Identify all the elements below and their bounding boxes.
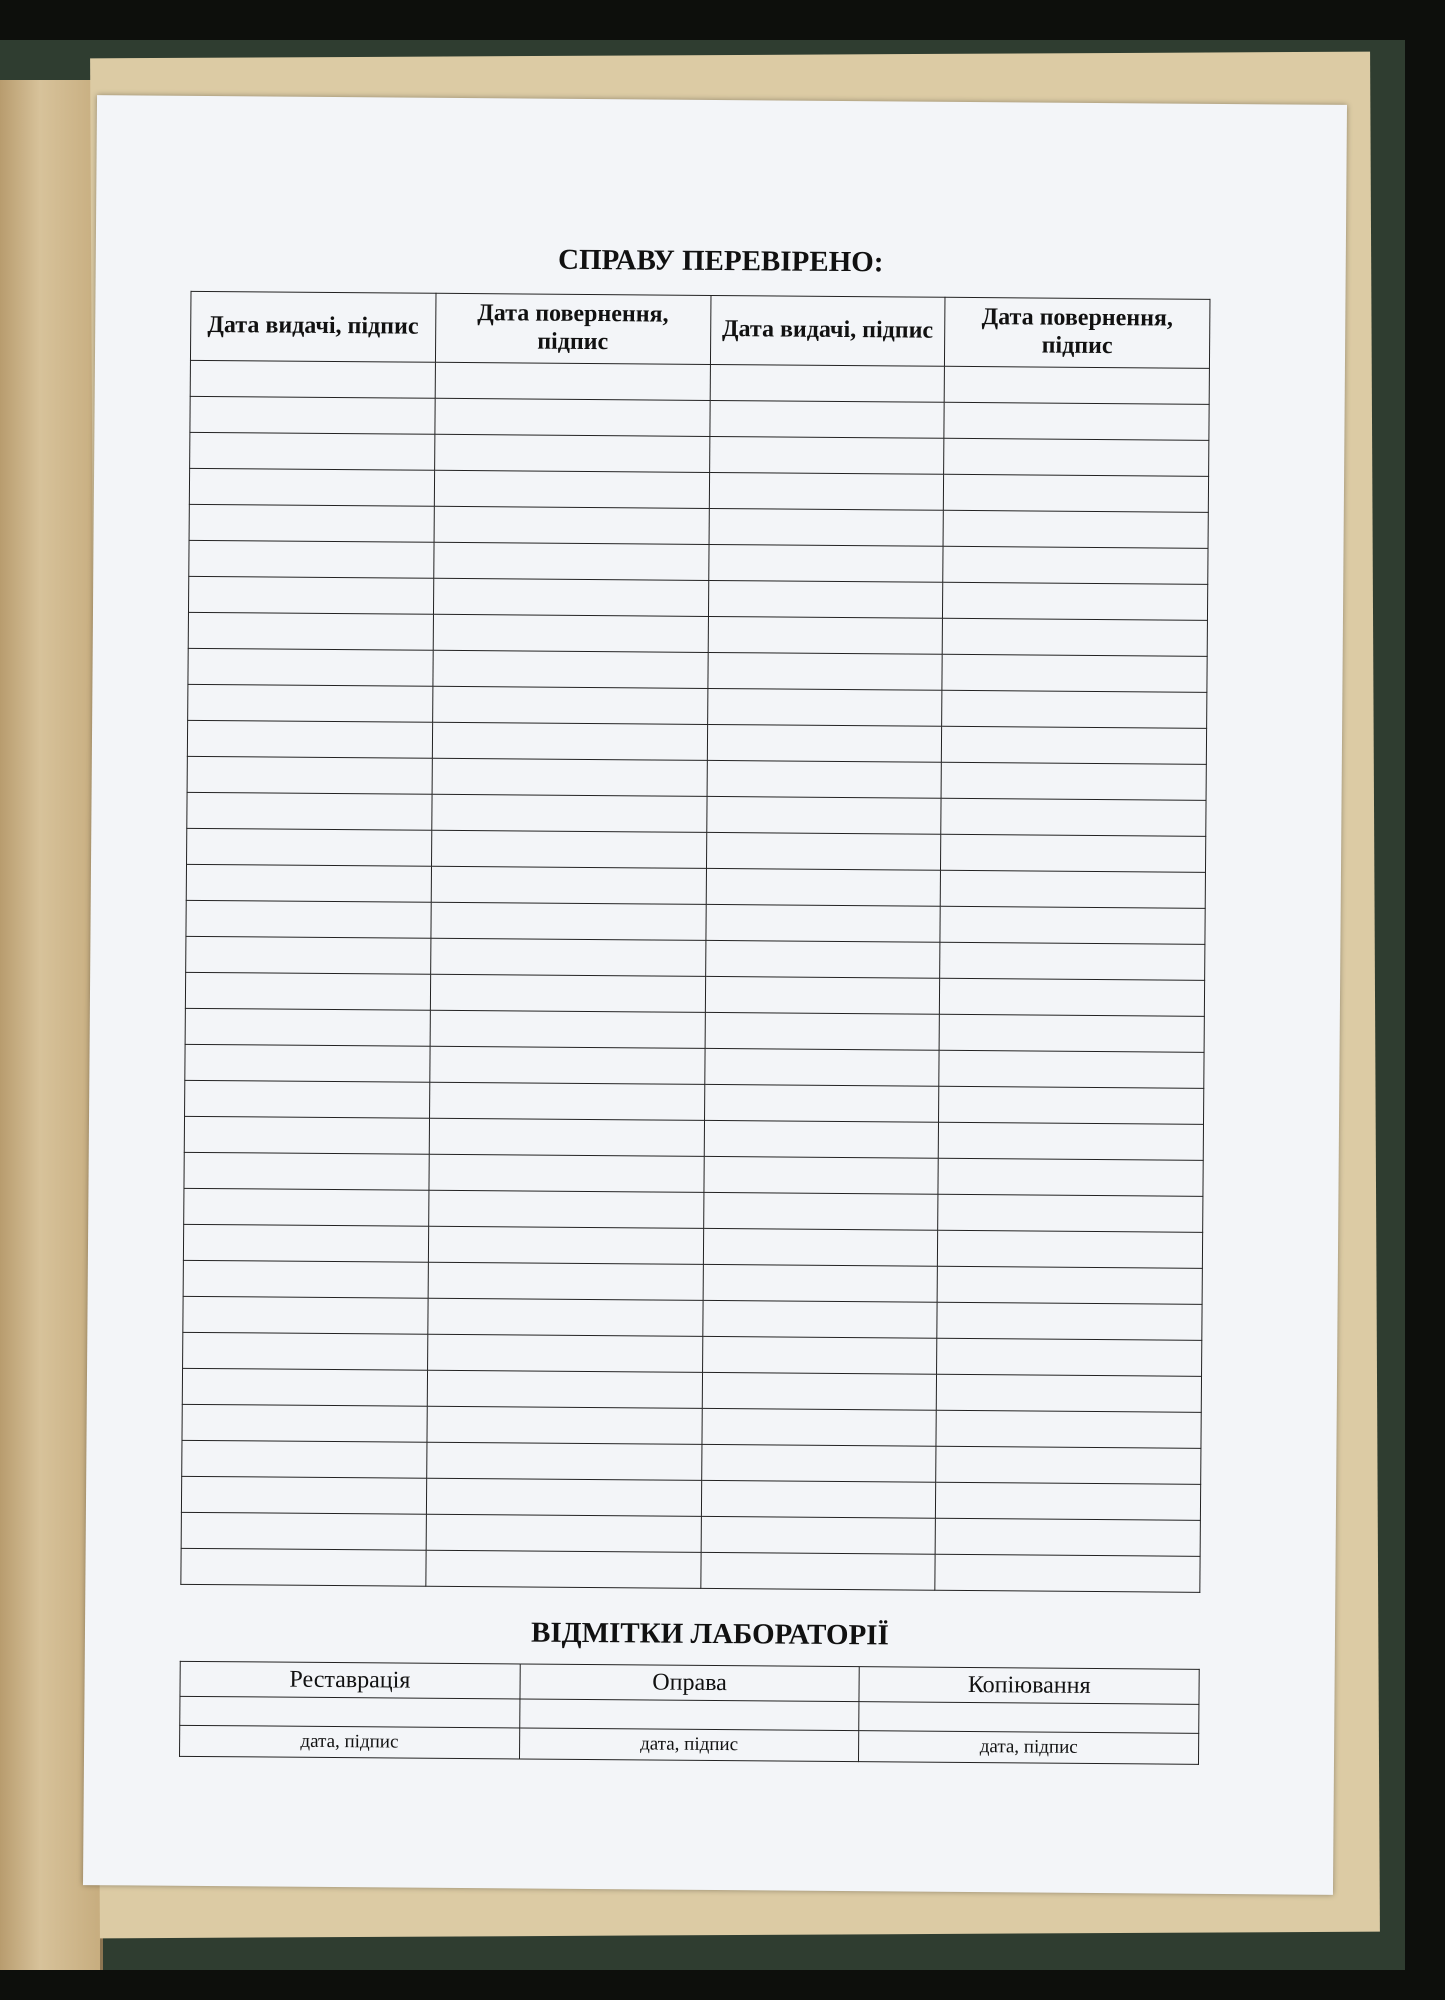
log-cell — [188, 684, 433, 722]
log-body — [181, 360, 1210, 1592]
log-cell — [704, 1084, 939, 1122]
lab-sign-row — [180, 1725, 1199, 1764]
log-cell — [702, 1372, 937, 1410]
log-cell — [942, 690, 1207, 728]
log-cell — [940, 870, 1205, 908]
log-cell — [184, 1116, 429, 1154]
log-cell — [936, 1446, 1201, 1484]
log-cell — [432, 686, 707, 724]
checked-heading: СПРАВУ ПЕРЕВІРЕНО: — [557, 243, 884, 279]
log-cell — [434, 470, 709, 508]
form-sheet — [83, 95, 1347, 1895]
log-cell — [936, 1410, 1201, 1448]
log-cell — [939, 1014, 1204, 1052]
log-cell — [426, 1478, 701, 1516]
lab-column-restoration: Реставрація — [180, 1661, 520, 1699]
log-cell — [942, 654, 1207, 692]
log-cell — [702, 1300, 937, 1338]
log-cell — [429, 1118, 704, 1156]
log-cell — [706, 796, 941, 834]
log-cell — [189, 540, 434, 578]
log-cell — [182, 1440, 427, 1478]
log-cell — [430, 1010, 705, 1048]
table-row — [181, 1548, 1200, 1592]
log-cell — [708, 580, 943, 618]
log-cell — [430, 902, 705, 940]
log-cell — [705, 940, 940, 978]
log-cell — [187, 792, 432, 830]
log-cell — [935, 1518, 1200, 1556]
log-cell — [185, 1080, 430, 1118]
log-cell — [434, 434, 709, 472]
log-cell — [943, 474, 1208, 512]
lab-cell — [519, 1699, 859, 1731]
log-cell — [427, 1334, 702, 1372]
log-cell — [939, 1086, 1204, 1124]
log-cell — [704, 1048, 939, 1086]
log-cell — [188, 576, 433, 614]
log-cell — [429, 1046, 704, 1084]
log-cell — [190, 396, 435, 434]
log-cell — [183, 1260, 428, 1298]
log-cell — [182, 1404, 427, 1442]
log-cell — [183, 1332, 428, 1370]
log-cell — [433, 542, 708, 580]
log-cell — [431, 794, 706, 832]
log-cell — [942, 582, 1207, 620]
log-cell — [427, 1406, 702, 1444]
lab-sign-label: дата, підпис — [859, 1731, 1199, 1765]
log-cell — [703, 1228, 938, 1266]
log-cell — [709, 472, 944, 510]
log-cell — [703, 1192, 938, 1230]
log-cell — [701, 1444, 936, 1482]
lab-column-binding: Оправа — [520, 1664, 860, 1702]
log-cell — [702, 1336, 937, 1374]
log-cell — [430, 938, 705, 976]
log-cell — [935, 1554, 1200, 1592]
log-cell — [435, 362, 710, 400]
log-cell — [941, 726, 1206, 764]
log-cell — [431, 830, 706, 868]
log-cell — [708, 652, 943, 690]
log-cell — [183, 1224, 428, 1262]
log-cell — [190, 360, 435, 398]
log-cell — [428, 1190, 703, 1228]
log-cell — [937, 1302, 1202, 1340]
log-cell — [186, 900, 431, 938]
log-cell — [434, 398, 709, 436]
log-cell — [426, 1442, 701, 1480]
log-cell — [943, 510, 1208, 548]
log-cell — [182, 1368, 427, 1406]
log-cell — [188, 612, 433, 650]
log-cell — [425, 1550, 700, 1588]
log-cell — [942, 618, 1207, 656]
log-cell — [432, 650, 707, 688]
log-cell — [427, 1298, 702, 1336]
log-cell — [709, 436, 944, 474]
log-cell — [706, 868, 941, 906]
log-cell — [944, 366, 1209, 404]
log-cell — [940, 942, 1205, 980]
log-cell — [190, 432, 435, 470]
log-cell — [944, 438, 1209, 476]
log-cell — [708, 544, 943, 582]
log-cell — [707, 724, 942, 762]
log-cell — [189, 504, 434, 542]
log-cell — [431, 866, 706, 904]
log-cell — [433, 614, 708, 652]
log-cell — [706, 832, 941, 870]
log-cell — [938, 1194, 1203, 1232]
log-cell — [428, 1226, 703, 1264]
log-cell — [434, 506, 709, 544]
log-cell — [185, 1044, 430, 1082]
log-cell — [432, 758, 707, 796]
log-cell — [701, 1516, 936, 1554]
lab-cell — [859, 1702, 1199, 1734]
column-header-return-date: Дата повернення, підпис — [435, 293, 711, 364]
log-cell — [184, 1152, 429, 1190]
column-header-return-date-2: Дата повернення, підпис — [944, 297, 1210, 368]
log-cell — [707, 760, 942, 798]
log-cell — [702, 1408, 937, 1446]
log-cell — [429, 1082, 704, 1120]
log-cell — [710, 364, 945, 402]
log-cell — [701, 1480, 936, 1518]
log-cell — [186, 864, 431, 902]
log-cell — [940, 906, 1205, 944]
column-header-issue-date-2: Дата видачі, підпис — [710, 295, 945, 366]
log-cell — [181, 1512, 426, 1550]
log-cell — [185, 972, 430, 1010]
log-cell — [941, 762, 1206, 800]
log-cell — [710, 400, 945, 438]
log-cell — [185, 1008, 430, 1046]
log-cell — [426, 1514, 701, 1552]
log-cell — [181, 1476, 426, 1514]
lab-heading: ВІДМІТКИ ЛАБОРАТОРІЇ — [531, 1616, 889, 1652]
log-cell — [708, 616, 943, 654]
log-cell — [938, 1158, 1203, 1196]
log-cell — [428, 1262, 703, 1300]
log-cell — [706, 904, 941, 942]
log-cell — [181, 1548, 426, 1586]
log-cell — [187, 756, 432, 794]
log-cell — [704, 1156, 939, 1194]
log-cell — [707, 688, 942, 726]
log-cell — [709, 508, 944, 546]
log-cell — [939, 1050, 1204, 1088]
log-cell — [937, 1266, 1202, 1304]
log-cell — [187, 720, 432, 758]
log-cell — [432, 722, 707, 760]
log-cell — [703, 1264, 938, 1302]
log-cell — [943, 546, 1208, 584]
log-cell — [704, 1120, 939, 1158]
log-cell — [938, 1122, 1203, 1160]
log-header-row — [190, 291, 1210, 368]
log-cell — [701, 1552, 936, 1590]
log-cell — [937, 1338, 1202, 1376]
log-cell — [184, 1188, 429, 1226]
log-cell — [705, 1012, 940, 1050]
log-cell — [941, 834, 1206, 872]
log-cell — [186, 936, 431, 974]
column-header-issue-date: Дата видачі, підпис — [190, 291, 435, 362]
log-cell — [430, 974, 705, 1012]
lab-marks-table — [179, 1661, 1200, 1765]
log-cell — [189, 468, 434, 506]
log-cell — [941, 798, 1206, 836]
lab-cell — [180, 1696, 520, 1728]
log-cell — [187, 828, 432, 866]
log-cell — [433, 578, 708, 616]
log-cell — [937, 1230, 1202, 1268]
log-cell — [429, 1154, 704, 1192]
log-cell — [427, 1370, 702, 1408]
log-cell — [939, 978, 1204, 1016]
log-cell — [944, 402, 1209, 440]
log-cell — [705, 976, 940, 1014]
lab-column-copying: Копіювання — [859, 1667, 1199, 1705]
lab-sign-label: дата, підпис — [180, 1725, 520, 1759]
log-cell — [188, 648, 433, 686]
log-cell — [936, 1374, 1201, 1412]
issue-return-log-table — [180, 291, 1210, 1593]
lab-sign-label: дата, підпис — [519, 1728, 859, 1762]
log-cell — [183, 1296, 428, 1334]
log-cell — [935, 1482, 1200, 1520]
